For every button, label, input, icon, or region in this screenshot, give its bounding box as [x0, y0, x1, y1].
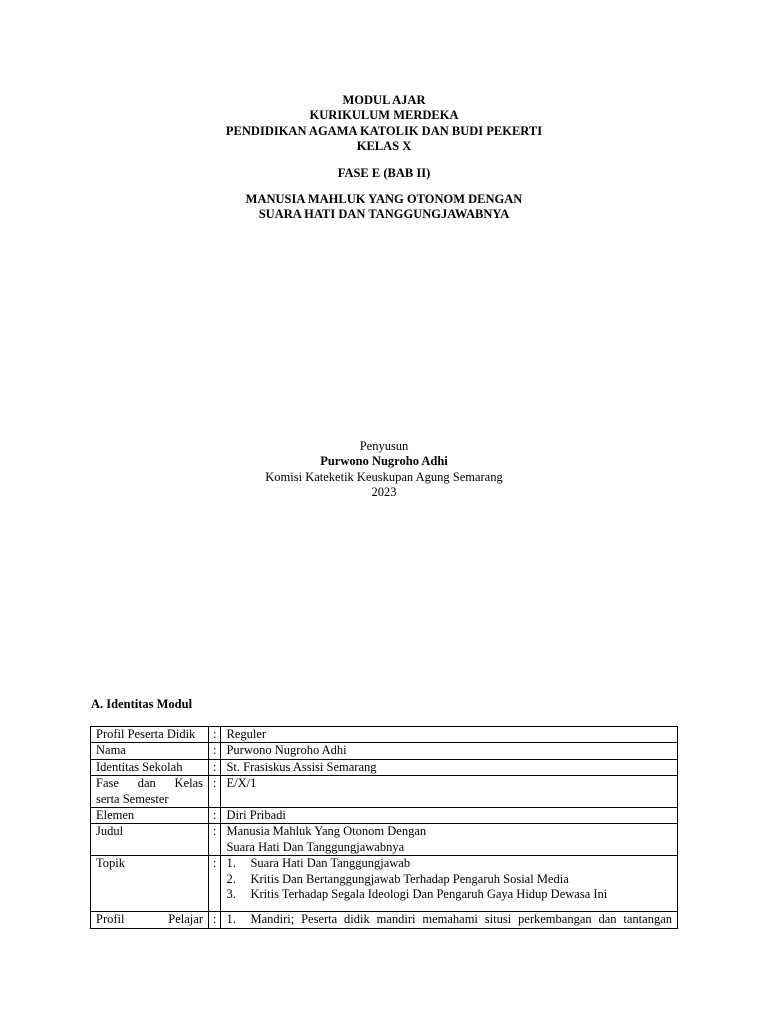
list-item: 1. Suara Hati Dan Tanggungjawab — [226, 856, 411, 871]
row-label: Elemen — [91, 808, 209, 824]
row-label-line: Fase dan Kelas — [96, 776, 204, 791]
section-heading: A. Identitas Modul — [91, 697, 193, 711]
row-label — [91, 776, 209, 808]
author-year: 2023 — [371, 485, 397, 500]
topic-title-line: SUARA HATI DAN TANGGUNGJAWABNYA — [258, 207, 510, 222]
row-separator: : — [209, 727, 221, 743]
author-block — [0, 439, 768, 501]
module-identity-table — [90, 726, 678, 929]
table-row — [91, 743, 678, 759]
row-separator: : — [209, 776, 221, 808]
title-line: MODUL AJAR — [342, 93, 426, 107]
row-value: E/X/1 — [221, 776, 678, 808]
title-line: KURIKULUM MERDEKA — [309, 108, 459, 123]
row-separator: : — [209, 856, 221, 912]
title-line: KELAS X — [356, 139, 412, 154]
topic-title-line: MANUSIA MAHLUK YANG OTONOM DENGAN — [245, 192, 523, 207]
table-row — [91, 912, 678, 928]
author-institution: Komisi Kateketik Keuskupan Agung Semarang — [265, 469, 503, 484]
row-label: Judul — [91, 824, 209, 856]
row-separator: : — [209, 759, 221, 775]
row-value: Reguler — [221, 727, 678, 743]
row-value: St. Frasiskus Assisi Semarang — [221, 759, 678, 775]
row-separator: : — [209, 824, 221, 856]
row-label: Identitas Sekolah — [91, 759, 209, 775]
title-line: PENDIDIKAN AGAMA KATOLIK DAN BUDI PEKERTI — [225, 123, 543, 138]
row-separator: : — [209, 743, 221, 759]
row-label: Profil Pelajar — [91, 912, 209, 928]
table-row — [91, 808, 678, 824]
row-value — [221, 856, 678, 912]
document-title-block — [0, 93, 768, 223]
list-item: 3. Kritis Terhadap Segala Ideologi Dan Pengaruh Gaya Hidup Dewasa Ini — [226, 887, 608, 902]
table-row — [91, 727, 678, 743]
topic-list — [226, 856, 672, 911]
row-label-line: serta Semester — [96, 791, 169, 806]
list-item: 2. Kritis Dan Bertanggungjawab Terhadap Pengaruh Sosial Media — [226, 871, 569, 886]
author-label: Penyusun — [359, 439, 409, 453]
row-value: Purwono Nugroho Adhi — [221, 743, 678, 759]
row-value — [221, 912, 678, 928]
row-label: Topik — [91, 856, 209, 912]
author-name: Purwono Nugroho Adhi — [320, 454, 448, 469]
list-item: 1. Mandiri; Peserta didik mandiri memahami situsi perkembangan dan tantangan — [226, 912, 672, 927]
row-value: Manusia Mahluk Yang Otonom Dengan Suara Hati Dan Tanggungjawabnya — [221, 824, 678, 856]
row-separator: : — [209, 912, 221, 928]
phase-line: FASE E (BAB II) — [337, 165, 431, 180]
row-label: Nama — [91, 743, 209, 759]
row-separator: : — [209, 808, 221, 824]
table-row — [91, 824, 678, 856]
table-row — [91, 776, 678, 808]
table-row — [91, 759, 678, 775]
row-value: Diri Pribadi — [221, 808, 678, 824]
row-label: Profil Peserta Didik — [91, 727, 209, 743]
table-row — [91, 856, 678, 912]
